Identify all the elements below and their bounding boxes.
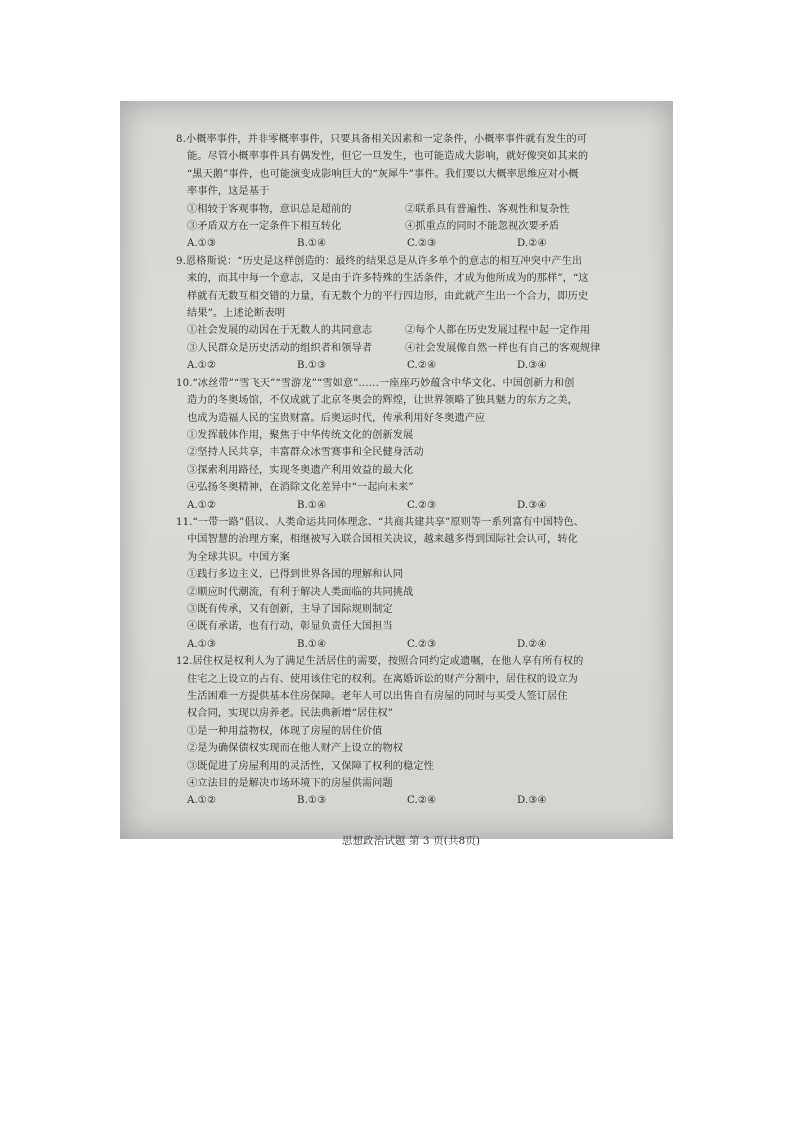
statement-2: ②联系具有普遍性、客观性和复杂性 [405,203,570,215]
choice-c: C.②③ [407,238,437,250]
statement-3: ③既有传承，又有创新，主导了国际规则制定 [187,603,393,615]
choice-b: B.①③ [297,360,327,372]
answer-choices [176,792,646,809]
statement-2: ②顺应时代潮流，有利于解决人类面临的共同挑战 [187,586,414,598]
statement-row [176,201,646,218]
statement-2: ②坚持人民共享，丰富群众冰雪赛事和全民健身活动 [187,447,424,459]
question-12 [176,653,646,810]
statement-1: ①社会发展的动因在于无数人的共同意志 [187,325,373,337]
choice-c: C.②④ [407,795,437,807]
question-text-line: 8.小概率事件，并非零概率事件，只要具备相关因素和一定条件，小概率事件就有发生的可 [176,134,588,145]
statement-row [176,218,646,235]
choice-d: D.③④ [517,499,547,511]
choice-c: C.②④ [407,360,437,372]
statement-4: ④抓重点的同时不能忽视次要矛盾 [405,221,560,233]
answer-choices [176,497,646,514]
statement-row [176,322,646,339]
question-text-line: 11.“一带一路”倡议、人类命运共同体理念、“共商共建共享”原则等一系列富有中国特色、 [176,516,585,528]
answer-choices [176,636,646,653]
question-text-line: 9.恩格斯说：“历史是这样创造的：最终的结果总是从许多单个的意志的相互冲突中产生出 [176,255,583,267]
statement-1: ①践行多边主义，已得到世界各国的理解和认同 [187,569,404,581]
question-text-line: 造力的冬奥场馆，不仅成就了北京冬奥会的辉煌，让世界领略了独具魅力的东方之美， [187,395,578,407]
statement-3: ③人民群众是历史活动的组织者和领导者 [187,342,373,354]
statement-1: ①是一种用益物权，体现了房屋的居住价值 [187,725,383,737]
question-text-line: 权合同，实现以房养老。民法典新增“居住权” [187,708,394,720]
question-text-line: 中国智慧的治理方案，相继被写入联合国相关决议，越来越多得到国际社会认可，转化 [187,534,578,546]
question-text-line: 样就有无数互相交错的力量，有无数个力的平行四边形，由此就产生出一个合力，即历史 [187,290,589,302]
question-text-line: “黑天鹅”事件，也可能演变成影响巨大的“灰犀牛”事件。我们要以大概率思维应对小概 [187,168,579,180]
question-10 [176,375,646,514]
statement-2: ②是为确保债权实现而在他人财产上设立的物权 [187,743,404,755]
question-text-line: 住宅之上设立的占有、使用该住宅的权利。在离婚诉讼的财产分割中，居住权的设立为 [187,673,578,685]
question-text-line: 能。尽管小概率事件具有偶发性，但它一旦发生，也可能造成大影响，就好像突如其来的 [187,151,589,163]
choice-c: C.②③ [407,638,437,650]
choice-c: C.②③ [407,499,437,511]
question-text-line: 也成为造福人民的宝贵财富。后奥运时代，传承利用好冬奥遗产应 [187,412,486,424]
statement-row [176,340,646,357]
statement-1: ①相较于客观事物，意识总是超前的 [187,203,352,215]
question-text-line: 来的，而其中每一个意志，又是由于许多特殊的生活条件，才成为他所成为的那样”，“这 [187,273,589,285]
statement-4: ④社会发展像自然一样也有自己的客观规律 [405,342,601,354]
choice-a: A.①② [187,795,217,807]
page-footer: 思想政治试题 第 3 页(共8页) [341,835,481,847]
choice-d: D.②④ [517,238,547,250]
question-11 [176,514,646,653]
statement-3: ③探索利用路径，实现冬奥遗产利用效益的最大化 [187,464,414,476]
choice-b: B.①④ [297,638,327,650]
choice-a: A.①③ [187,638,217,650]
question-9 [176,253,646,375]
statement-4: ④立法目的是解决市场环境下的房屋供需问题 [187,778,393,790]
scanned-exam-page [120,101,673,847]
statement-3: ③既促进了房屋利用的灵活性，又保障了权利的稳定性 [187,760,434,772]
exam-content [176,131,646,847]
choice-d: D.③④ [517,795,547,807]
choice-a: A.①② [187,360,217,372]
choice-b: B.①④ [297,499,327,511]
question-text-line: 为全球共识。中国方案 [187,551,290,563]
choice-a: A.①② [187,499,217,511]
question-text-line: 生活困难一方提供基本住房保障。老年人可以出售自有房屋的同时与买受人签订居住 [187,691,568,702]
question-text-line: 结果”。上述论断表明 [187,308,285,320]
answer-choices [176,357,646,374]
answer-choices [176,235,646,252]
statement-2: ②每个人都在历史发展过程中起一定作用 [405,325,591,337]
choice-b: B.①③ [297,795,327,807]
statement-4: ④既有承诺，也有行动，彰显负责任大国担当 [187,621,393,633]
statement-3: ③矛盾双方在一定条件下相互转化 [187,221,342,233]
choice-d: D.②④ [517,638,547,650]
question-text-line: 12.居住权是权利人为了满足生活居住的需要，按照合同约定或遗嘱，在他人享有所有权的 [176,656,584,668]
choice-a: A.①③ [187,238,217,250]
question-text-line: 率事件，这是基于 [187,186,270,198]
choice-b: B.①④ [297,238,327,250]
question-text-line: 10.“冰丝带”“雪飞天”“雪游龙”“雪如意”……一座座巧妙蕴含中华文化、中国创新力和创 [176,377,575,389]
choice-d: D.③④ [517,360,547,372]
question-8 [176,131,646,253]
statement-4: ④弘扬冬奥精神，在消除文化差异中“一起向未来” [187,482,414,494]
statement-1: ①发挥载体作用，聚焦于中华传统文化的创新发展 [187,429,414,441]
